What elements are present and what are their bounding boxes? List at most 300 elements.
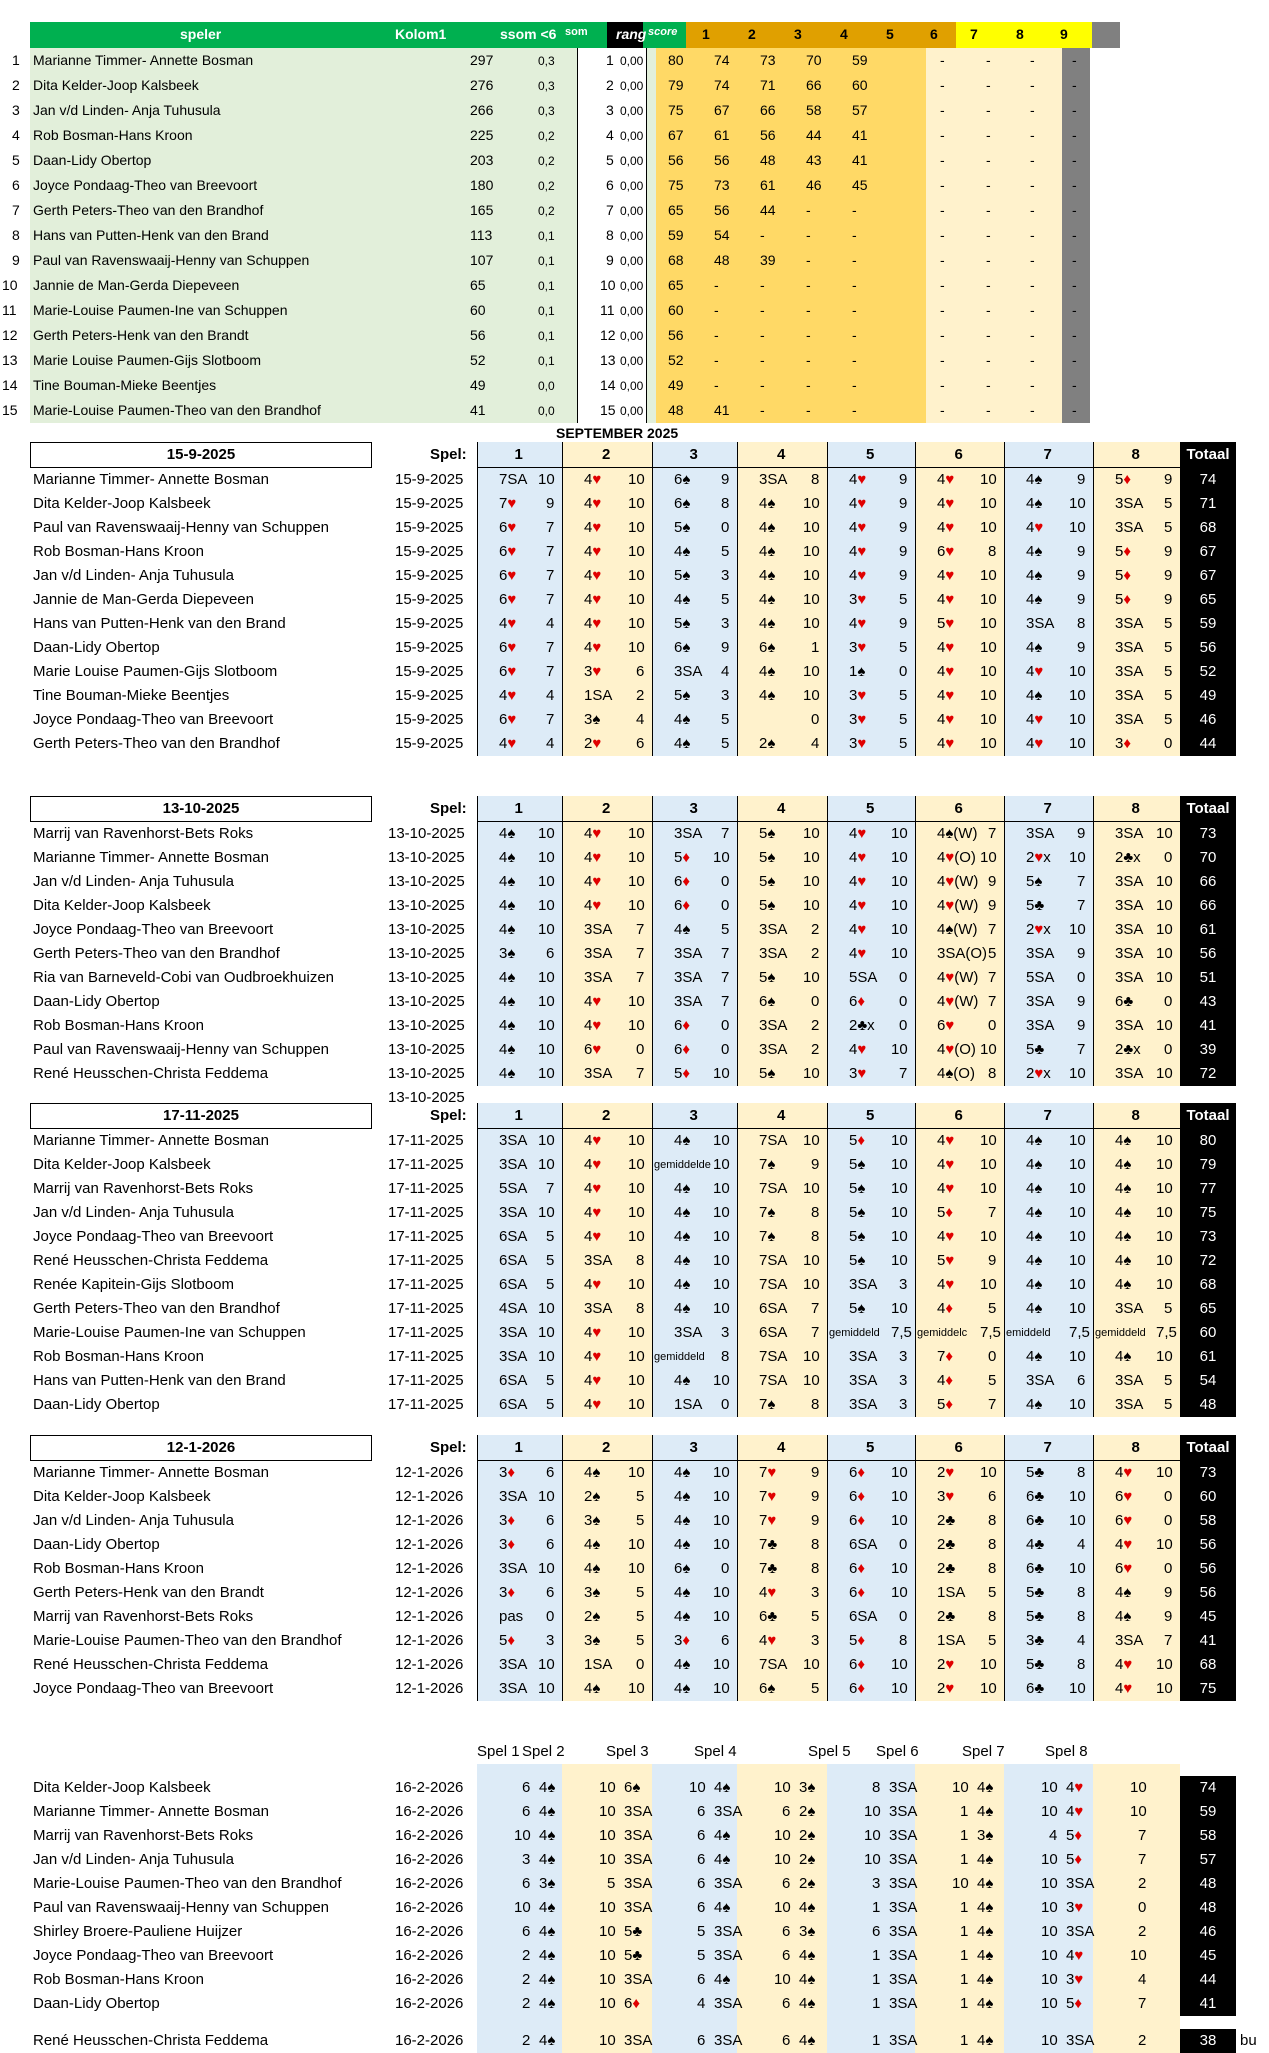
round-score: 39 <box>760 252 776 268</box>
rang-value: 13 <box>600 352 616 368</box>
contract: 3SA <box>499 1488 528 1505</box>
round-score: 48 <box>668 402 684 418</box>
contract: 3SA <box>1026 825 1055 842</box>
contract: 4♥ <box>584 543 602 560</box>
game-score: 10 <box>628 825 645 842</box>
contract: 4♠ <box>1115 1276 1132 1293</box>
game-score: 1 <box>872 1947 881 1964</box>
contract: 3SA <box>674 969 703 986</box>
contract: 4♠ <box>1115 1132 1132 1149</box>
pair-name: Shirley Broere-Pauliene Huijzer <box>33 1923 243 1940</box>
game-number: 4 <box>777 1107 786 1124</box>
contract: 2♣ <box>937 1512 956 1529</box>
row-date: 15-9-2025 <box>395 471 464 488</box>
game-score: 9 <box>811 1488 820 1505</box>
game-score: 10 <box>538 849 555 866</box>
game-score: 10 <box>1069 1680 1086 1697</box>
row-total: 56 <box>1180 1533 1236 1557</box>
contract: 4♠ <box>674 711 691 728</box>
contract: 3SA <box>499 1348 528 1365</box>
game-score: 2 <box>1138 2032 1147 2049</box>
game-score: 10 <box>803 543 820 560</box>
contract: 3SA <box>624 1875 653 1892</box>
game-score: 10 <box>1069 1204 1086 1221</box>
contract: 3♦ <box>499 1536 515 1553</box>
contract: 4♠ <box>674 1680 691 1697</box>
contract: 2♠ <box>799 1803 816 1820</box>
contract: 4♦ <box>937 1372 953 1389</box>
contract: 3SA <box>674 993 703 1010</box>
contract: 4♠(W) <box>937 825 978 842</box>
row-date: 16-2-2026 <box>395 1779 464 1796</box>
game-score: 7 <box>721 825 730 842</box>
pair-name: Joyce Pondaag-Theo van Breevoort <box>33 711 274 728</box>
scores-bg-2 <box>926 348 1062 373</box>
som-value: 0,0 <box>538 404 555 418</box>
pair-name: Dita Kelder-Joop Kalsbeek <box>33 1156 211 1173</box>
round-score: - <box>1030 302 1035 318</box>
game-number: 3 <box>689 1439 698 1456</box>
round-score: 66 <box>760 102 776 118</box>
game-number: 8 <box>1131 446 1140 463</box>
ranking-col-header: score <box>648 26 678 38</box>
ranking-col-header: 4 <box>840 26 848 42</box>
pair-name: Gerth Peters-Theo van den Brandhof <box>33 945 280 962</box>
game-score: 10 <box>980 1680 997 1697</box>
row-number: 4 <box>12 127 20 143</box>
game-score: 10 <box>1156 1017 1173 1034</box>
result-row <box>0 588 1269 612</box>
contract: 4♠ <box>1115 1348 1132 1365</box>
spel-header: Spel 2 <box>522 1743 565 1760</box>
game-score: 9 <box>1164 1584 1173 1601</box>
rang-value: 14 <box>600 377 616 393</box>
pair-name: René Heusschen-Christa Feddema <box>33 1252 269 1269</box>
pair-name: Paul van Ravenswaaij-Henny van Schuppen <box>33 1899 330 1916</box>
contract: 4♥ <box>849 567 867 584</box>
contract: 4♠ <box>799 1971 816 1988</box>
game-score: 4 <box>1138 1971 1147 1988</box>
contract: 4♥ <box>937 663 955 680</box>
contract: 3♥ <box>1066 1971 1084 1988</box>
contract: 7♠ <box>759 1228 776 1245</box>
pair-name: Gerth Peters-Henk van den Brandt <box>33 1584 264 1601</box>
game-number: 5 <box>866 1439 875 1456</box>
game-score: 9 <box>811 1512 820 1529</box>
game-score: 3 <box>899 1396 908 1413</box>
game-score: 10 <box>864 1827 881 1844</box>
spel-header: Spel 1 <box>477 1743 520 1760</box>
contract: 4♠ <box>759 687 776 704</box>
game-score: 5 <box>1164 711 1173 728</box>
round-score: 45 <box>852 177 868 193</box>
contract: 3♥ <box>849 687 867 704</box>
game-score: 10 <box>803 969 820 986</box>
contract: 6♠ <box>674 471 691 488</box>
game-score: 5 <box>1164 663 1173 680</box>
row-total: 70 <box>1180 846 1236 870</box>
contract: 4♥ <box>584 639 602 656</box>
pair-name: Daan-Lidy Obertop <box>33 993 160 1010</box>
row-total: 80 <box>1180 1129 1236 1153</box>
game-score: 5 <box>636 1632 645 1649</box>
pair-name: Marrij van Ravenhorst-Bets Roks <box>33 825 254 842</box>
contract: 6♥ <box>1115 1488 1133 1505</box>
game-number: 8 <box>1131 800 1140 817</box>
row-date: 12-1-2026 <box>395 1656 464 1673</box>
contract: 4♥ <box>759 1632 777 1649</box>
scores-bg-2 <box>926 223 1062 248</box>
contract: 6♦ <box>674 897 690 914</box>
row-total: 57 <box>1180 1848 1236 1872</box>
result-row <box>0 1485 1269 1509</box>
contract: 4♠ <box>1026 591 1043 608</box>
contract: 3SA <box>1115 519 1144 536</box>
contract: 4♥ <box>1026 711 1044 728</box>
contract: 4♠ <box>499 993 516 1010</box>
game-score: 10 <box>891 1656 908 1673</box>
game-score: 1 <box>872 2032 881 2049</box>
row-total: 73 <box>1180 822 1236 846</box>
contract: 4♠ <box>1115 1584 1132 1601</box>
row-total: 61 <box>1180 1345 1236 1369</box>
game-score: 8 <box>811 1536 820 1553</box>
pair-name: Joyce Pondaag-Theo van Breevoort <box>33 1947 274 1964</box>
score-value: 0,00 <box>620 304 644 318</box>
contract: 4♠ <box>759 615 776 632</box>
contract: 4♥ <box>1026 519 1044 536</box>
round-score: - <box>1030 77 1035 93</box>
game-score: 10 <box>514 1827 531 1844</box>
contract: 6♥ <box>584 1041 602 1058</box>
contract: 5♠ <box>674 519 691 536</box>
round-score: - <box>986 152 991 168</box>
scores-bg <box>656 273 926 298</box>
row-number: 8 <box>12 227 20 243</box>
game-score: 0 <box>721 873 730 890</box>
contract: 4♠(W) <box>937 921 978 938</box>
som-value: 0,2 <box>538 154 555 168</box>
game-score: 4 <box>1077 1632 1086 1649</box>
game-score: 10 <box>1069 1132 1086 1149</box>
round-score: - <box>1030 402 1035 418</box>
round-score: - <box>806 402 811 418</box>
som-value: 0,1 <box>538 329 555 343</box>
game-score: 6 <box>697 1851 706 1868</box>
contract: 3SA <box>889 1995 918 2012</box>
row-total: 58 <box>1180 1509 1236 1533</box>
row-date: 12-1-2026 <box>395 1512 464 1529</box>
game-score: 5 <box>1164 1372 1173 1389</box>
round-score: - <box>1030 152 1035 168</box>
contract: 4♥ <box>584 1348 602 1365</box>
contract: 3SA <box>714 1875 743 1892</box>
contract: 4♠ <box>977 1995 994 2012</box>
pair-name: Marianne Timmer- Annette Bosman <box>33 52 254 68</box>
game-score: 7 <box>546 543 555 560</box>
row-total: 48 <box>1180 1872 1236 1896</box>
contract: 3SA <box>849 1372 878 1389</box>
game-score: 10 <box>628 1396 645 1413</box>
contract: 2♥x <box>1026 849 1051 866</box>
game-score: 2 <box>811 945 820 962</box>
game-score: 10 <box>1156 921 1173 938</box>
contract: 5SA <box>499 1180 528 1197</box>
game-score: 10 <box>628 1180 645 1197</box>
session-header <box>0 1435 1269 1461</box>
contract: 6♣ <box>1026 1512 1045 1529</box>
game-score: 7 <box>1077 897 1086 914</box>
game-score: 5 <box>697 1947 706 1964</box>
game-score: 10 <box>1069 1276 1086 1293</box>
game-score: 0 <box>546 1608 555 1625</box>
contract: 3SA <box>889 1947 918 1964</box>
contract: 4♥ <box>1026 735 1044 752</box>
contract: 5♦ <box>937 1204 953 1221</box>
game-score: 7 <box>1138 1995 1147 2012</box>
game-number: 2 <box>602 446 611 463</box>
game-score: 8 <box>721 495 730 512</box>
game-score: 5 <box>636 1608 645 1625</box>
round-score: 49 <box>668 377 684 393</box>
game-score: 5 <box>636 1512 645 1529</box>
contract: 6♣ <box>759 1608 778 1625</box>
round-score: - <box>986 127 991 143</box>
round-score: 66 <box>806 77 822 93</box>
row-date: 12-1-2026 <box>395 1536 464 1553</box>
result-row <box>0 1273 1269 1297</box>
game-score: 10 <box>1069 735 1086 752</box>
game-score: 10 <box>891 945 908 962</box>
game-score: 9 <box>899 615 908 632</box>
game-score: 10 <box>952 1779 969 1796</box>
contract: 4♥ <box>584 519 602 536</box>
round-score: - <box>852 227 857 243</box>
scores-bg-2 <box>926 273 1062 298</box>
contract: 6♦ <box>849 1464 865 1481</box>
pair-name: Marie-Louise Paumen-Ine van Schuppen <box>33 302 288 318</box>
contract: 3SA <box>1066 1875 1095 1892</box>
game-score: 4 <box>1077 1536 1086 1553</box>
contract: 4♥ <box>937 591 955 608</box>
scores-bg <box>656 223 926 248</box>
game-score: 2 <box>522 1971 531 1988</box>
game-score: 9 <box>1077 543 1086 560</box>
game-score: 10 <box>538 1300 555 1317</box>
contract: 2♥ <box>584 735 602 752</box>
row-date: 13-10-2025 <box>388 897 465 914</box>
som-value: 0,1 <box>538 254 555 268</box>
round-score: - <box>852 202 857 218</box>
feb-header <box>0 1740 1269 1764</box>
game-score: 3 <box>721 615 730 632</box>
contract: 3♥ <box>937 1488 955 1505</box>
som-value: 0,3 <box>538 104 555 118</box>
game-score: 8 <box>988 1536 997 1553</box>
round-score: - <box>714 327 719 343</box>
row-total: 52 <box>1180 660 1236 684</box>
pair-name: Marrij van Ravenhorst-Bets Roks <box>33 1827 254 1844</box>
row-total: 45 <box>1180 1605 1236 1629</box>
game-score: 3 <box>721 687 730 704</box>
contract: 4♥ <box>937 567 955 584</box>
game-score: 7,5 <box>1156 1324 1177 1341</box>
row-number: 6 <box>12 177 20 193</box>
game-score: 10 <box>864 1803 881 1820</box>
row-date: 15-9-2025 <box>395 567 464 584</box>
game-score: 9 <box>1164 591 1173 608</box>
grey-dash: - <box>1072 377 1077 393</box>
game-score: 10 <box>538 471 555 488</box>
contract: 6♠ <box>759 639 776 656</box>
rang-value: 10 <box>600 277 616 293</box>
game-score: 0 <box>811 993 820 1010</box>
game-score: 5 <box>1164 639 1173 656</box>
game-score: 0 <box>721 519 730 536</box>
game-score: 10 <box>538 1560 555 1577</box>
game-score: 10 <box>713 1372 730 1389</box>
game-score: 9 <box>988 873 997 890</box>
row-total: 68 <box>1180 516 1236 540</box>
game-score: 7,5 <box>1069 1324 1090 1341</box>
contract: 7♣ <box>759 1536 778 1553</box>
contract: 4♠ <box>977 1875 994 1892</box>
game-number: 8 <box>1131 1107 1140 1124</box>
result-row <box>0 1345 1269 1369</box>
row-date: 16-2-2026 <box>395 1899 464 1916</box>
round-score: - <box>714 302 719 318</box>
round-score: - <box>714 377 719 393</box>
contract: 5♦ <box>1115 543 1131 560</box>
grey-dash: - <box>1072 352 1077 368</box>
round-score: 74 <box>714 52 730 68</box>
game-score: 7 <box>811 1324 820 1341</box>
feb-row <box>0 1872 1269 1896</box>
contract: 6♥ <box>499 543 517 560</box>
contract: 3SA <box>1115 1065 1144 1082</box>
round-score: 48 <box>760 152 776 168</box>
pair-name: Jan v/d Linden- Anja Tuhusula <box>33 1204 234 1221</box>
contract: 4♠ <box>499 969 516 986</box>
contract: 4♥ <box>584 1132 602 1149</box>
game-score: 4 <box>721 663 730 680</box>
contract: 4♠ <box>977 2032 994 2049</box>
result-row <box>0 990 1269 1014</box>
game-score: 1 <box>960 1851 969 1868</box>
game-score: 10 <box>774 1899 791 1916</box>
game-score: 5 <box>721 735 730 752</box>
som-value: 0,3 <box>538 54 555 68</box>
contract: 6♦ <box>624 1995 640 2012</box>
contract: 4♥ <box>1066 1947 1084 1964</box>
ssom-value: 49 <box>470 377 486 393</box>
game-score: 10 <box>803 687 820 704</box>
contract: 4♠ <box>1026 1348 1043 1365</box>
contract: 4♠ <box>1026 1300 1043 1317</box>
game-number: 1 <box>514 446 523 463</box>
contract: 2♣ <box>937 1536 956 1553</box>
game-score: 10 <box>1156 1464 1173 1481</box>
game-score: 10 <box>803 849 820 866</box>
contract: 4♥ <box>849 1041 867 1058</box>
row-number: 13 <box>2 352 18 368</box>
round-score: - <box>940 127 945 143</box>
contract: 3SA <box>759 945 788 962</box>
round-score: - <box>940 402 945 418</box>
pair-name: Dita Kelder-Joop Kalsbeek <box>33 495 211 512</box>
round-score: 46 <box>806 177 822 193</box>
result-row <box>0 1201 1269 1225</box>
game-score: 9 <box>811 1156 820 1173</box>
row-date: 16-2-2026 <box>395 1851 464 1868</box>
game-score: 0 <box>1164 1560 1173 1577</box>
round-score: - <box>1030 377 1035 393</box>
contract: 4♥(O) <box>937 1041 976 1058</box>
game-score: 6 <box>636 735 645 752</box>
game-number: 2 <box>602 1439 611 1456</box>
contract: 4♠ <box>674 1584 691 1601</box>
pair-name: Jan v/d Linden- Anja Tuhusula <box>33 1851 234 1868</box>
game-score: 3 <box>811 1584 820 1601</box>
game-score: 10 <box>599 2032 616 2049</box>
game-score: 8 <box>636 1300 645 1317</box>
scores-bg <box>656 98 926 123</box>
feb-row <box>0 1944 1269 1968</box>
game-score: 10 <box>891 1204 908 1221</box>
contract: 3SA <box>1066 2032 1095 2049</box>
row-date: 13-10-2025 <box>388 1017 465 1034</box>
contract: 4♠ <box>674 1252 691 1269</box>
score-value: 0,00 <box>620 329 644 343</box>
contract: 4♠ <box>759 567 776 584</box>
contract: 4♠ <box>674 591 691 608</box>
contract: 4♠ <box>674 1464 691 1481</box>
round-score: - <box>986 327 991 343</box>
contract: 4♠ <box>759 543 776 560</box>
feb-row <box>0 1920 1269 1944</box>
contract: 4♥ <box>584 1276 602 1293</box>
contract: 4♠ <box>584 1536 601 1553</box>
game-score: 5 <box>988 1372 997 1389</box>
pair-name: Hans van Putten-Henk van den Brand <box>33 1372 286 1389</box>
game-score: 3 <box>522 1851 531 1868</box>
game-score: 10 <box>713 1608 730 1625</box>
row-date: 17-11-2025 <box>388 1156 464 1173</box>
contract: 5♦ <box>1066 1827 1082 1844</box>
game-score: 10 <box>803 519 820 536</box>
row-total: 65 <box>1180 588 1236 612</box>
game-score: 10 <box>1156 1228 1173 1245</box>
pair-name: Marrij van Ravenhorst-Bets Roks <box>33 1608 254 1625</box>
round-score: - <box>852 252 857 268</box>
game-score: 10 <box>980 1180 997 1197</box>
game-score: 8 <box>1077 1656 1086 1673</box>
contract: 3SA <box>1026 993 1055 1010</box>
pair-name: Daan-Lidy Obertop <box>33 639 160 656</box>
game-score: 10 <box>538 1132 555 1149</box>
pair-name: Rob Bosman-Hans Kroon <box>33 1017 204 1034</box>
contract: 4♥ <box>584 1372 602 1389</box>
game-score: 10 <box>980 1276 997 1293</box>
game-score: 7 <box>988 921 997 938</box>
round-score: - <box>760 402 765 418</box>
game-score: 9 <box>899 543 908 560</box>
pair-name: Dita Kelder-Joop Kalsbeek <box>33 1488 211 1505</box>
contract: 6♠ <box>674 1560 691 1577</box>
score-value: 0,00 <box>620 79 644 93</box>
pair-name: Marie-Louise Paumen-Theo van den Brandhof <box>33 1875 342 1892</box>
game-score: 7 <box>1077 873 1086 890</box>
